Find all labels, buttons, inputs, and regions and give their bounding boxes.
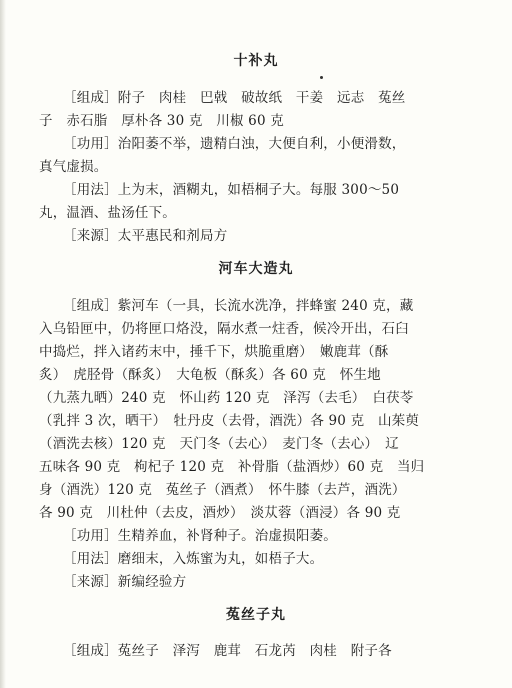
text-line: ［组成］紫河车（一具，长流水洗净，拌蜂蜜 240 克，藏 — [63, 298, 414, 314]
text-line: 入乌铅匣中，仍将匣口烙没，隔水煮一炷香，候冷开出，石臼 — [39, 321, 409, 337]
text-line: ［用法］磨细末，入炼蜜为丸，如梧子大。 — [63, 551, 324, 567]
text-line: 身（酒洗）120 克 菟丝子（酒煮） 怀牛膝（去芦，酒洗） — [39, 482, 406, 498]
text-line: ［来源］太平惠民和剂局方 — [63, 228, 228, 244]
section-title-tusiziwan: 菟丝子丸 — [226, 607, 286, 623]
text-line: ［组成］附子 肉桂 巴戟 破故纸 干姜 远志 菟丝 — [63, 90, 406, 106]
section-title-shibuwan: 十补丸 — [233, 53, 279, 69]
text-line: 真气虚损。 — [39, 159, 108, 175]
text-line: 炙） 虎胫骨（酥炙） 大龟板（酥炙）各 60 克 怀生地 — [39, 367, 381, 383]
text-line: 五味各 90 克 枸杞子 120 克 补骨脂（盐酒炒）60 克 当归 — [39, 459, 425, 475]
text-line: （酒洗去核）120 克 天门冬（去心） 麦门冬（去心） 辽 — [39, 436, 399, 452]
text-line: ［来源］新编经验方 — [63, 574, 187, 590]
page-edge-shadow — [0, 0, 6, 688]
ink-speck — [320, 76, 323, 79]
text-line: 子 赤石脂 厚朴各 30 克 川椒 60 克 — [39, 113, 284, 129]
section-title-hechedazaowan: 河车大造丸 — [218, 261, 294, 277]
text-line: 丸，温酒、盐汤任下。 — [39, 205, 176, 221]
text-line: ［组成］菟丝子 泽泻 鹿茸 石龙芮 肉桂 附子各 — [63, 643, 392, 659]
text-line: ［功用］治阳萎不举，遗精白浊，大便自利，小便滑数， — [63, 136, 406, 152]
text-line: 各 90 克 川杜仲（去皮，酒炒） 淡苁蓉（酒浸）各 90 克 — [39, 505, 401, 521]
text-line: （九蒸九晒）240 克 怀山药 120 克 泽泻（去毛） 白茯苓 — [39, 390, 414, 406]
text-line: ［用法］上为末，酒糊丸，如梧桐子大。每服 300～50 — [63, 182, 400, 198]
text-line: 中捣烂，拌入诸药末中，捶千下，烘脆重磨） 嫩鹿茸（酥 — [39, 344, 389, 360]
text-line: （乳拌 3 次，晒干） 牡丹皮（去骨，酒洗）各 90 克 山茱萸 — [39, 413, 420, 429]
text-line: ［功用］生精养血，补肾种子。治虚损阳萎。 — [63, 528, 337, 544]
